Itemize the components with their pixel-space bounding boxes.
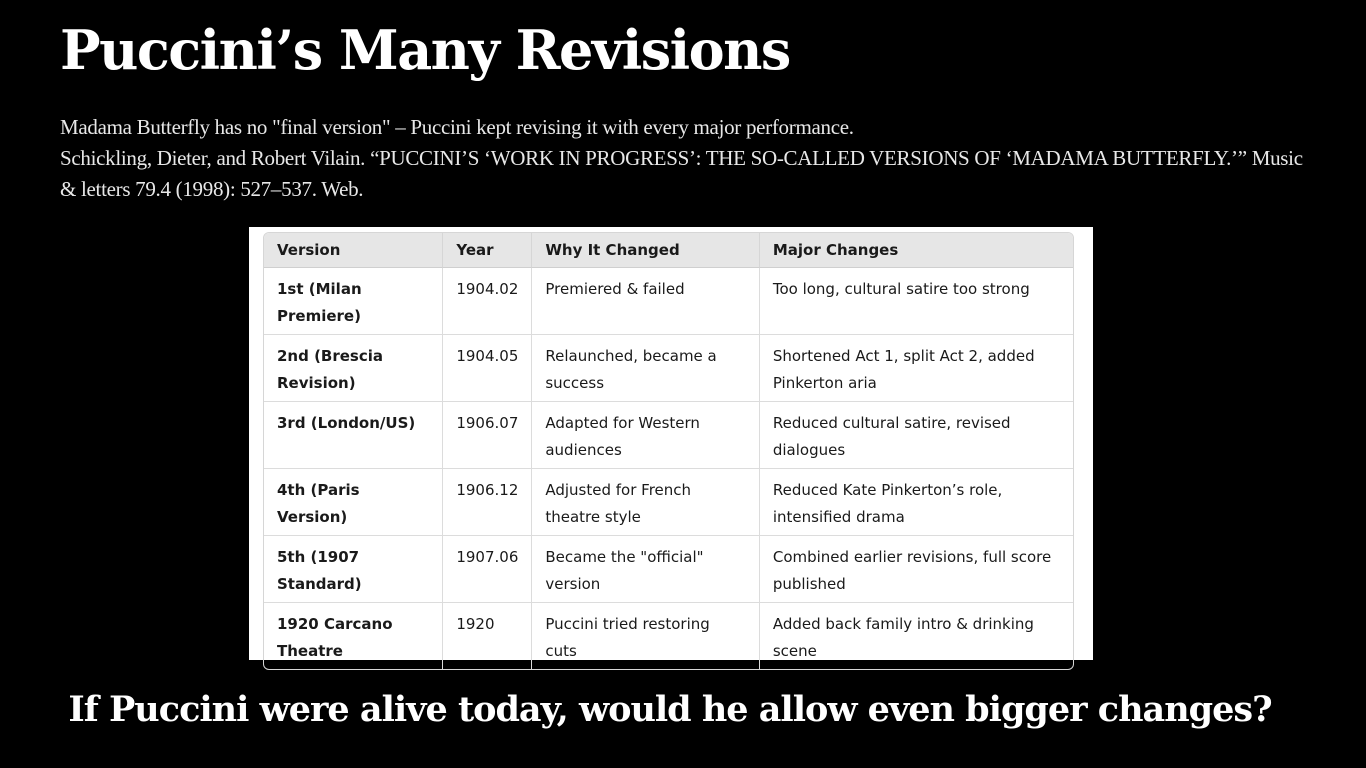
cell-year: 1906.12 <box>443 469 532 536</box>
header-version: Version <box>264 233 443 268</box>
table-row <box>264 335 1073 402</box>
closing-question: If Puccini were alive today, would he allow even bigger changes? <box>68 689 1272 730</box>
cell-why: Became the "official" version <box>532 536 759 603</box>
cell-changes: Added back family intro & drinking scene <box>772 615 1034 660</box>
table-row <box>264 402 1073 469</box>
intro-text: Madama Butterfly has no "final version" – Puccini kept revising it with every major performance. <box>60 115 854 139</box>
header-year: Year <box>443 233 532 268</box>
header-major-changes: Major Changes <box>760 233 1073 268</box>
header-why-it-changed: Why It Changed <box>532 233 759 268</box>
cell-version: 5th (1907 Standard) <box>264 536 443 603</box>
cell-version: 1920 Carcano Theatre <box>264 603 443 669</box>
cell-changes: Too long, cultural satire too strong <box>760 268 1073 335</box>
cell-why: Relaunched, became a success <box>532 335 759 402</box>
cell-changes: Reduced cultural satire, revised dialogues <box>760 402 1073 469</box>
table-row <box>264 536 1073 603</box>
cell-changes: Shortened Act 1, split Act 2, added Pinkerton aria <box>760 335 1073 402</box>
cell-version: 2nd (Brescia Revision) <box>264 335 443 402</box>
versions-table <box>263 232 1074 670</box>
cell-changes: Combined earlier revisions, full score published <box>760 536 1073 603</box>
cell-year: 1907.06 <box>443 536 532 603</box>
cell-why: Premiered & failed <box>532 268 759 335</box>
slide-body <box>60 112 1310 205</box>
table-header-row <box>264 233 1073 268</box>
cell-year: 1904.05 <box>443 335 532 402</box>
table-row <box>264 603 1073 669</box>
slide-title: Puccini’s Many Revisions <box>60 18 790 82</box>
cell-year: 1920 <box>443 603 532 669</box>
cell-version: 1st (Milan Premiere) <box>264 268 443 335</box>
cell-why: Adjusted for French theatre style <box>532 469 759 536</box>
cell-why: Adapted for Western audiences <box>532 402 759 469</box>
cell-year: 1906.07 <box>443 402 532 469</box>
table-row <box>264 268 1073 335</box>
cell-version: 4th (Paris Version) <box>264 469 443 536</box>
versions-table-image <box>249 227 1093 660</box>
table-row <box>264 469 1073 536</box>
cell-why: Puccini tried restoring cuts <box>532 603 759 669</box>
cell-version: 3rd (London/US) <box>264 402 443 469</box>
cell-changes: Reduced Kate Pinkerton’s role, intensified drama <box>760 469 1073 536</box>
cell-year: 1904.02 <box>443 268 532 335</box>
citation-text: Schickling, Dieter, and Robert Vilain. “PUCCINI’S ‘WORK IN PROGRESS’: THE SO-CALLED VERSIONS OF ‘MADAMA BUTTERFLY.’” Music & letters 79.4 (1998): 527–537. Web. <box>60 146 1303 201</box>
